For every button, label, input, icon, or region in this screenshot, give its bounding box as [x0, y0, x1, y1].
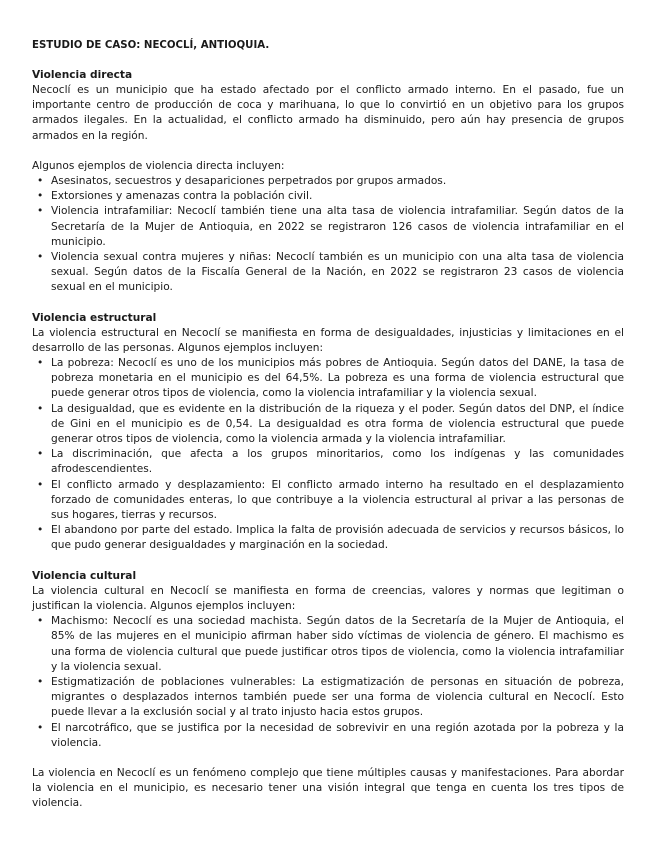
list-item: • Asesinatos, secuestros y desapariciones perpetrados por grupos armados.	[32, 174, 624, 189]
bullet-list	[32, 174, 624, 296]
section-heading: Violencia cultural	[32, 569, 137, 582]
section-intro: Necoclí es un municipio que ha estado afectado por el conflicto armado interno. En el pasado, fue un importante centro de producción de coca y marihuana, lo que lo convirtió en un objetivo para los grupos armados ilegales. En la actualidad, el conflicto armado ha disminuido, pero aún hay presencia de grupos armados en la región.	[32, 84, 624, 142]
conclusion-paragraph: La violencia en Necoclí es un fenómeno complejo que tiene múltiples causas y manifestaciones. Para abordar la violencia en el municipio, es necesario tener una visión integral que tenga en cuenta los tres tipos de violencia.	[32, 766, 624, 810]
list-item: • La desigualdad, que es evidente en la distribución de la riqueza y el poder. Según datos del DNP, el índice de Gini en el municipio es de 0,54. La desigualdad es otra forma de violencia estructural que puede generar otros tipos de violencia, como la violencia armada y la violencia intrafamiliar.	[32, 402, 624, 448]
document-title: ESTUDIO DE CASO: NECOCLÍ, ANTIOQUIA.	[32, 40, 270, 51]
section-violencia-estructural	[32, 311, 624, 554]
bullet-list	[32, 356, 624, 554]
list-item: • Extorsiones y amenazas contra la población civil.	[32, 189, 624, 204]
list-item: • El abandono por parte del estado. Implica la falta de provisión adecuada de servicios y recursos básicos, lo que pudo generar desigualdades y marginación en la sociedad.	[32, 523, 624, 553]
list-lead: Algunos ejemplos de violencia directa incluyen:	[32, 159, 285, 172]
list-item: • Violencia sexual contra mujeres y niñas: Necoclí también es un municipio con una alta tasa de violencia sexual. Según datos de la Fiscalía General de la Nación, en 2022 se registraron 23 casos de violencia sexual en el municipio.	[32, 250, 624, 296]
section-heading: Violencia estructural	[32, 311, 157, 324]
list-item: • La pobreza: Necoclí es uno de los municipios más pobres de Antioquia. Según datos del DANE, la tasa de pobreza monetaria en el municipio es del 64,5%. La pobreza es una forma de violencia estructural que puede generar otros tipos de violencia, como la violencia intrafamiliar y la violencia sexual.	[32, 356, 624, 402]
list-item: • El conflicto armado y desplazamiento: El conflicto armado interno ha resultado en el desplazamiento forzado de comunidades enteras, lo que contribuye a la violencia estructural al privar a las personas de sus hogares, tierras y recursos.	[32, 478, 624, 524]
section-intro: La violencia estructural en Necoclí se manifiesta en forma de desigualdades, injusticias y limitaciones en el desarrollo de las personas. Algunos ejemplos incluyen:	[32, 326, 624, 354]
list-item: • Estigmatización de poblaciones vulnerables: La estigmatización de personas en situación de pobreza, migrantes o desplazados internos también puede ser una forma de violencia cultural en Necoclí. Esto puede llevar a la exclusión social y al trato injusto hacia estos grupos.	[32, 675, 624, 721]
list-item: • El narcotráfico, que se justifica por la necesidad de sobrevivir en una región azotada por la pobreza y la violencia.	[32, 721, 624, 751]
section-violencia-directa	[32, 68, 624, 296]
document-page	[32, 38, 624, 812]
list-item: • La discriminación, que afecta a los grupos minoritarios, como los indígenas y las comunidades afrodescendientes.	[32, 447, 624, 477]
section-violencia-cultural	[32, 569, 624, 751]
bullet-list	[32, 614, 624, 751]
list-item: • Machismo: Necoclí es una sociedad machista. Según datos de la Secretaría de la Mujer de Antioquia, el 85% de las mujeres en el municipio afirman haber sido víctimas de violencia de género. El machismo es una forma de violencia cultural que puede justificar otros tipos de violencia, como la violencia intrafamiliar y la violencia sexual.	[32, 614, 624, 675]
section-heading: Violencia directa	[32, 69, 133, 81]
list-item: • Violencia intrafamiliar: Necoclí también tiene una alta tasa de violencia intrafamiliar. Según datos de la Secretaría de la Mujer de Antioquia, en 2022 se registraron 126 casos de violencia intrafamiliar en el municipio.	[32, 204, 624, 250]
section-intro: La violencia cultural en Necoclí se manifiesta en forma de creencias, valores y normas que legitiman o justifican la violencia. Algunos ejemplos incluyen:	[32, 584, 624, 612]
